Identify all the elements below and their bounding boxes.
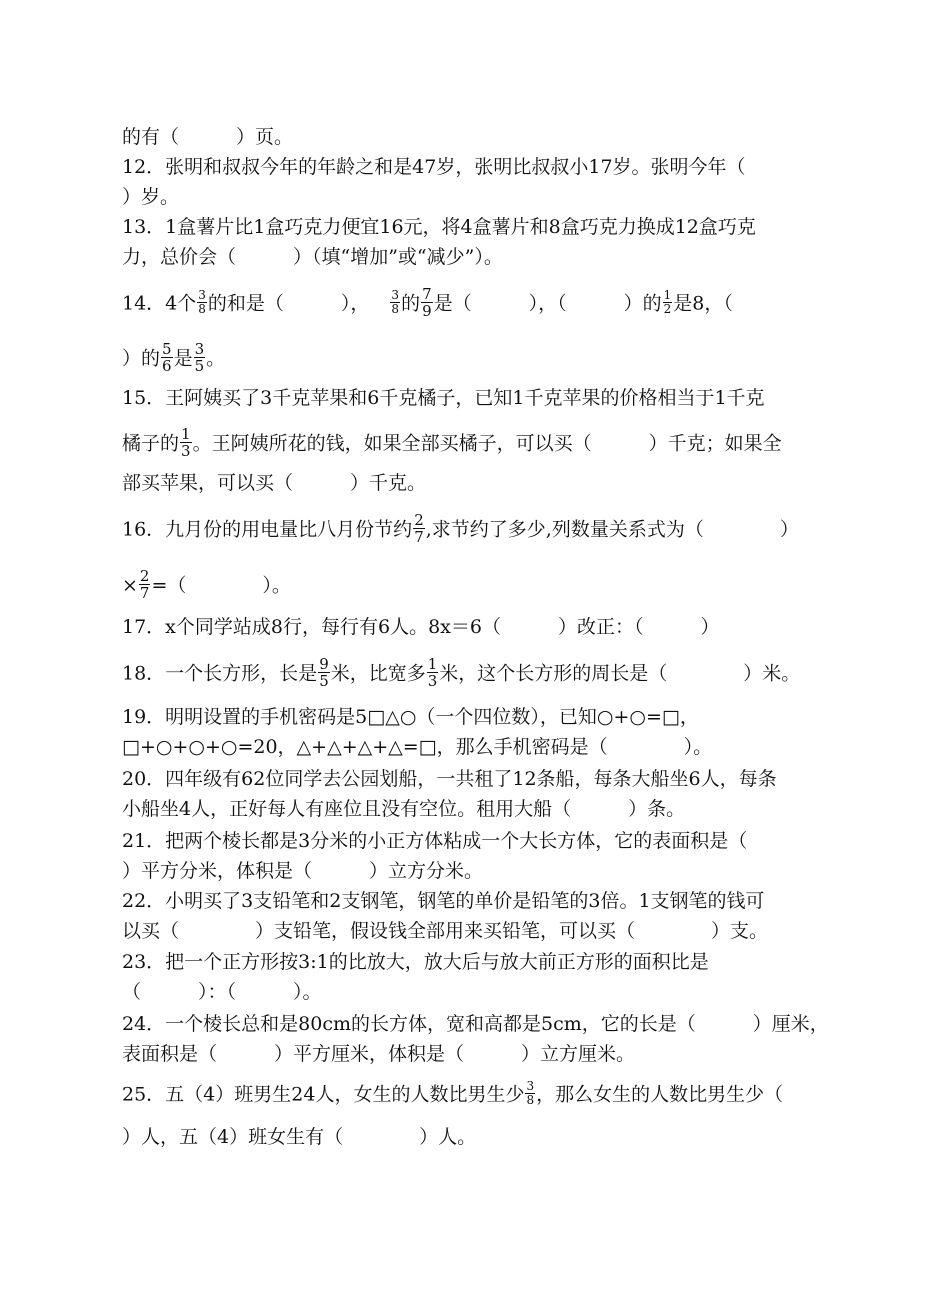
fraction-denominator: 2	[663, 302, 672, 316]
q18-text-a: 18．一个长方形，长是	[122, 662, 318, 685]
fraction-numerator: 3	[194, 340, 205, 358]
fraction	[413, 512, 425, 545]
fraction-denominator: 3	[427, 672, 438, 690]
question-19: 19．明明设置的手机密码是5□△○（一个四位数），已知○+○=□，	[122, 706, 699, 728]
fraction-numerator: 2	[139, 567, 150, 585]
q16-text-b: ,求节约了多少,列数量关系式为（ ）	[425, 518, 799, 541]
fraction-numerator: 3	[391, 288, 400, 302]
q15-text-b: 橘子的	[122, 432, 180, 455]
question-12: 12．张明和叔叔今年的年龄之和是47岁，张明比叔叔小17岁。张明今年（	[122, 156, 746, 178]
q14-text-f: ）的	[122, 347, 161, 370]
question-21: 21．把两个棱长都是3分米的小正方体粘成一个大长方体，它的表面积是（	[122, 830, 748, 852]
q18-text-c: 米，这个长方形的周长是（ ）米。	[439, 662, 801, 685]
fraction-denominator: 9	[422, 302, 432, 320]
fraction-numerator: 5	[162, 340, 172, 358]
fraction	[139, 568, 151, 601]
question-15-line2	[122, 425, 782, 461]
fraction-numerator: 1	[181, 425, 191, 443]
question-23-tail: （ ）：（ ）。	[122, 981, 322, 1003]
fraction	[197, 289, 207, 316]
fraction-denominator: 8	[198, 302, 206, 316]
fraction	[525, 1080, 535, 1107]
q16-text-d: =（ ）。	[151, 574, 291, 597]
fraction-numerator: 1	[427, 655, 438, 673]
question-15-tail: 部买苹果，可以买（ ）千克。	[122, 472, 427, 494]
q16-text-a: 16．九月份的用电量比八月份节约	[122, 518, 413, 541]
fraction	[318, 656, 330, 689]
question-15: 15．王阿姨买了3千克苹果和6千克橘子，已知1千克苹果的价格相当于1千克	[122, 387, 765, 409]
question-13: 13．1盒薯片比1盒巧克力便宜16元，将4盒薯片和8盒巧克力换成12盒巧克	[122, 216, 756, 238]
question-16	[122, 511, 799, 547]
q14-text-b: 的和是（ ），	[207, 292, 370, 315]
fraction-numerator: 2	[414, 511, 424, 529]
fraction	[421, 286, 433, 319]
q14-text-c: 的	[401, 292, 421, 315]
fraction-denominator: 6	[162, 357, 172, 375]
fraction-denominator: 8	[526, 1093, 535, 1107]
fraction-denominator: 5	[194, 357, 205, 375]
question-20: 20．四年级有62位同学去公园划船，一共租了12条船，每条大船坐6人，每条	[122, 768, 777, 790]
fraction-numerator: 1	[663, 288, 672, 302]
q18-text-b: 米，比宽多	[330, 662, 426, 685]
question-22: 22．小明买了3支铅笔和2支钢笔，钢笔的单价是铅笔的3倍。1支钢笔的钱可	[122, 890, 765, 912]
fraction	[663, 289, 673, 316]
question-11-tail: 的有（ ）页。	[122, 126, 294, 148]
question-18	[122, 655, 801, 691]
question-19-tail: □+○+○+○=20，△+△+△+△=□，那么手机密码是（ ）。	[122, 736, 713, 758]
q15-text-c: 。王阿姨所花的钱，如果全部买橘子，可以买（ ）千克；如果全	[192, 432, 782, 455]
q14-text-h: 。	[206, 347, 226, 370]
fraction-numerator: 7	[422, 285, 432, 303]
q25-text-b: ，那么女生的人数比男生少（	[536, 1083, 784, 1106]
q14-text-d: 是（ ），（ ）的	[433, 292, 662, 315]
question-22-tail: 以买（ ）支铅笔，假设钱全部用来买铅笔，可以买（ ）支。	[122, 920, 769, 942]
question-13-tail: 力，总价会（ ）（填“增加”或“减少”）。	[122, 246, 503, 268]
fraction	[194, 341, 206, 374]
q14-text-e: 是8，（	[673, 292, 733, 315]
fraction-denominator: 7	[139, 584, 150, 602]
q14-text-a: 14．4个	[122, 292, 197, 315]
fraction-denominator: 7	[414, 528, 424, 546]
fraction	[161, 341, 173, 374]
q16-text-c: ×	[122, 574, 138, 597]
fraction-denominator: 8	[391, 302, 400, 316]
fraction-denominator: 5	[319, 672, 329, 690]
fraction-numerator: 3	[526, 1079, 535, 1093]
question-12-tail: ）岁。	[122, 186, 180, 208]
question-25-tail: ）人，五（4）班女生有（ ）人。	[122, 1126, 477, 1148]
question-17: 17．x个同学站成8行，每行有6人。8x＝6（ ）改正：（ ）	[122, 616, 720, 638]
question-14-tail	[122, 340, 226, 376]
question-14	[122, 285, 733, 321]
q14-text-g: 是	[173, 347, 193, 370]
question-16-tail	[122, 567, 291, 603]
question-25	[122, 1079, 784, 1109]
question-20-tail: 小船坐4人，正好每人有座位且没有空位。租用大船（ ）条。	[122, 798, 686, 820]
fraction-numerator: 9	[319, 655, 329, 673]
question-21-tail: ）平方分米，体积是（ ）立方分米。	[122, 860, 484, 882]
question-23: 23．把一个正方形按3:1的比放大，放大后与放大前正方形的面积比是	[122, 951, 709, 973]
fraction-numerator: 3	[198, 288, 206, 302]
question-24: 24．一个棱长总和是80cm的长方体，宽和高都是5cm，它的长是（ ）厘米，	[122, 1013, 829, 1035]
fraction	[390, 289, 400, 316]
question-24-tail: 表面积是（ ）平方厘米，体积是（ ）立方厘米。	[122, 1043, 636, 1065]
fraction-denominator: 3	[181, 442, 191, 460]
fraction	[180, 426, 192, 459]
fraction	[427, 656, 439, 689]
q25-text-a: 25．五（4）班男生24人，女生的人数比男生少	[122, 1083, 525, 1106]
